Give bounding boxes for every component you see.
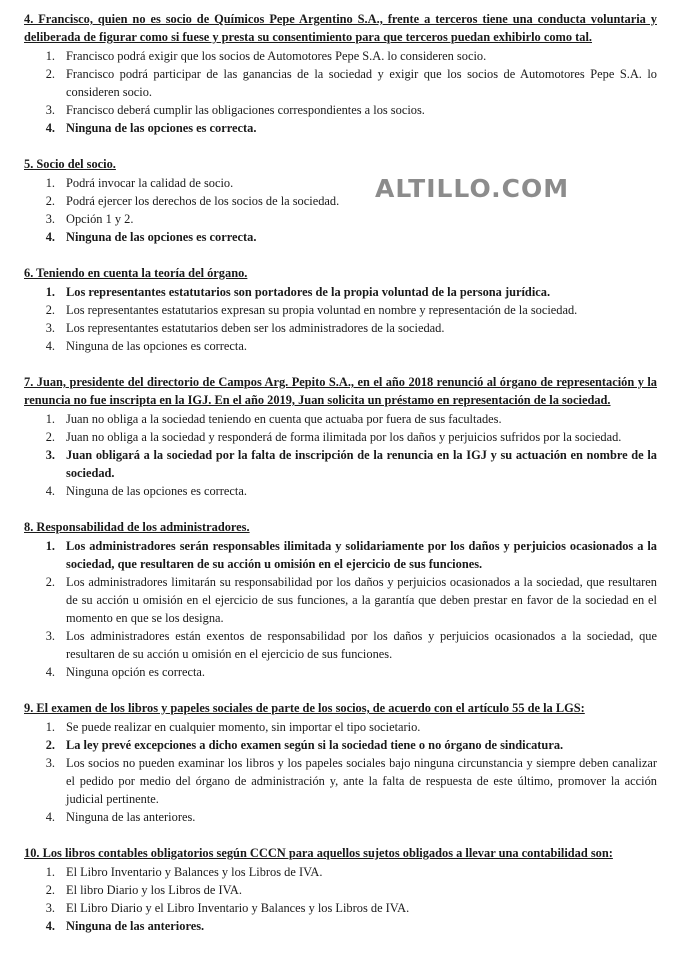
question-block xyxy=(24,699,657,826)
option-number: 4. xyxy=(45,230,55,244)
option-text: Los representantes estatutarios expresan su propia voluntad en nombre y representación de la sociedad. xyxy=(66,303,578,317)
option-text: La ley prevé excepciones a dicho examen según si la sociedad tiene o no órgano de sindicatura. xyxy=(66,738,564,752)
option-number: 3. xyxy=(45,103,55,117)
option-list xyxy=(24,283,657,355)
option-item xyxy=(24,808,657,826)
option-text: Juan obligará a la sociedad por la falta de inscripción de la renuncia en la IGJ y su actuación en nombre de la sociedad. xyxy=(66,448,657,480)
option-item xyxy=(24,863,657,881)
option-number: 4. xyxy=(45,810,55,824)
option-number: 2. xyxy=(45,67,55,81)
option-item xyxy=(24,573,657,627)
option-list xyxy=(24,410,657,500)
document-page xyxy=(24,10,657,953)
option-item-correct xyxy=(24,537,657,573)
option-item xyxy=(24,319,657,337)
option-item xyxy=(24,428,657,446)
question-title: 7. Juan, presidente del directorio de Campos Arg. Pepito S.A., en el año 2018 renunció al órgano de representación y la renuncia no fue inscripta en la IGJ. En el año 2019, Juan solicita un préstamo en representación de la sociedad. xyxy=(24,375,657,407)
option-item xyxy=(24,301,657,319)
option-list xyxy=(24,863,657,935)
option-text: Ninguna de las opciones es correcta. xyxy=(66,339,247,353)
option-text: Ninguna de las opciones es correcta. xyxy=(66,230,257,244)
option-number: 3. xyxy=(45,629,55,643)
option-number: 2. xyxy=(45,738,55,752)
option-number: 3. xyxy=(45,321,55,335)
option-text: Francisco deberá cumplir las obligaciones correspondientes a los socios. xyxy=(66,103,425,117)
option-item-correct xyxy=(24,119,657,137)
option-text: Los representantes estatutarios son portadores de la propia voluntad de la persona jurídica. xyxy=(66,285,551,299)
option-item xyxy=(24,65,657,101)
option-text: Opción 1 y 2. xyxy=(66,212,134,226)
question-block xyxy=(24,844,657,935)
option-text: Los administradores serán responsables ilimitada y solidariamente por los daños y perjuicios ocasionados a la sociedad, que resultaren de su acción u omisión en el ejercicio de sus funciones. xyxy=(66,539,657,571)
option-text: Ninguna de las anteriores. xyxy=(66,919,205,933)
option-text: Los administradores están exentos de responsabilidad por los daños y perjuicios ocasionados a la sociedad, que resultaren de su acción u omisión en el ejercicio de sus funciones. xyxy=(66,629,657,661)
option-item xyxy=(24,663,657,681)
option-item xyxy=(24,210,657,228)
option-text: Los socios no pueden examinar los libros y los papeles sociales bajo ninguna circunstancia y siempre deben canalizar el pedido por medio del órgano de administración y, ante la falta de respuesta de este último, promover la acción judicial pertinente. xyxy=(66,756,657,806)
question-title: 10. Los libros contables obligatorios según CCCN para aquellos sujetos obligados a llevar una contabilidad son: xyxy=(24,846,613,860)
option-number: 1. xyxy=(45,539,55,553)
option-item-correct xyxy=(24,283,657,301)
question-title: 5. Socio del socio. xyxy=(24,157,116,171)
option-text: Juan no obliga a la sociedad y responderá de forma ilimitada por los daños y perjuicios sufridos por la sociedad. xyxy=(66,430,622,444)
option-number: 2. xyxy=(45,430,55,444)
option-item-correct xyxy=(24,917,657,935)
option-text: Los representantes estatutarios deben ser los administradores de la sociedad. xyxy=(66,321,445,335)
option-number: 2. xyxy=(45,194,55,208)
question-block xyxy=(24,518,657,681)
option-item xyxy=(24,410,657,428)
option-number: 3. xyxy=(45,212,55,226)
option-number: 3. xyxy=(45,901,55,915)
option-text: El Libro Diario y el Libro Inventario y Balances y los Libros de IVA. xyxy=(66,901,410,915)
option-text: Podrá ejercer los derechos de los socios de la sociedad. xyxy=(66,194,340,208)
option-number: 1. xyxy=(45,176,55,190)
option-item-correct xyxy=(24,228,657,246)
option-text: El libro Diario y los Libros de IVA. xyxy=(66,883,242,897)
option-item xyxy=(24,718,657,736)
option-item xyxy=(24,881,657,899)
option-item xyxy=(24,337,657,355)
option-text: Ninguna de las anteriores. xyxy=(66,810,196,824)
question-title: 8. Responsabilidad de los administradores. xyxy=(24,520,250,534)
option-text: Podrá invocar la calidad de socio. xyxy=(66,176,234,190)
option-number: 2. xyxy=(45,575,55,589)
option-item xyxy=(24,101,657,119)
option-item xyxy=(24,482,657,500)
option-number: 3. xyxy=(45,448,55,462)
option-number: 1. xyxy=(45,865,55,879)
option-item-correct xyxy=(24,736,657,754)
option-item xyxy=(24,754,657,808)
question-title: 4. Francisco, quien no es socio de Químicos Pepe Argentino S.A., frente a terceros tiene una conducta voluntaria y deliberada de figurar como si fuese y presta su consentimiento para que terceros puedan exhibirlo como tal. xyxy=(24,12,657,44)
option-list xyxy=(24,718,657,826)
option-text: Ninguna de las opciones es correcta. xyxy=(66,121,257,135)
option-number: 1. xyxy=(45,49,55,63)
option-item-correct xyxy=(24,446,657,482)
option-number: 2. xyxy=(45,303,55,317)
question-block xyxy=(24,264,657,355)
option-item xyxy=(24,899,657,917)
option-number: 4. xyxy=(45,339,55,353)
option-number: 4. xyxy=(45,919,55,933)
option-text: Francisco podrá participar de las ganancias de la sociedad y exigir que los socios de Automotores Pepe S.A. lo consideren socio. xyxy=(66,67,657,99)
question-title: 6. Teniendo en cuenta la teoría del órgano. xyxy=(24,266,248,280)
option-text: Juan no obliga a la sociedad teniendo en cuenta que actuaba por fuera de sus facultades. xyxy=(66,412,502,426)
option-text: Los administradores limitarán su responsabilidad por los daños y perjuicios ocasionados a la sociedad, que resultaren de su acción u omisión en el ejercicio de sus funciones, a la garantía que deben prestar en favor de la sociedad en el momento en que se los designa. xyxy=(66,575,657,625)
question-block xyxy=(24,10,657,137)
question-block xyxy=(24,373,657,500)
option-number: 3. xyxy=(45,756,55,770)
option-text: Ninguna de las opciones es correcta. xyxy=(66,484,247,498)
option-number: 2. xyxy=(45,883,55,897)
option-item xyxy=(24,627,657,663)
option-number: 1. xyxy=(45,412,55,426)
question-title: 9. El examen de los libros y papeles sociales de parte de los socios, de acuerdo con el artículo 55 de la LGS: xyxy=(24,701,585,715)
option-number: 1. xyxy=(45,285,55,299)
option-text: Ninguna opción es correcta. xyxy=(66,665,205,679)
option-text: El Libro Inventario y Balances y los Libros de IVA. xyxy=(66,865,323,879)
option-number: 4. xyxy=(45,484,55,498)
option-list xyxy=(24,537,657,681)
option-text: Se puede realizar en cualquier momento, sin importar el tipo societario. xyxy=(66,720,421,734)
option-item xyxy=(24,47,657,65)
option-number: 4. xyxy=(45,121,55,135)
option-list xyxy=(24,47,657,137)
option-number: 1. xyxy=(45,720,55,734)
watermark: ALTILLO.COM xyxy=(375,174,570,203)
option-number: 4. xyxy=(45,665,55,679)
option-text: Francisco podrá exigir que los socios de Automotores Pepe S.A. lo consideren socio. xyxy=(66,49,487,63)
